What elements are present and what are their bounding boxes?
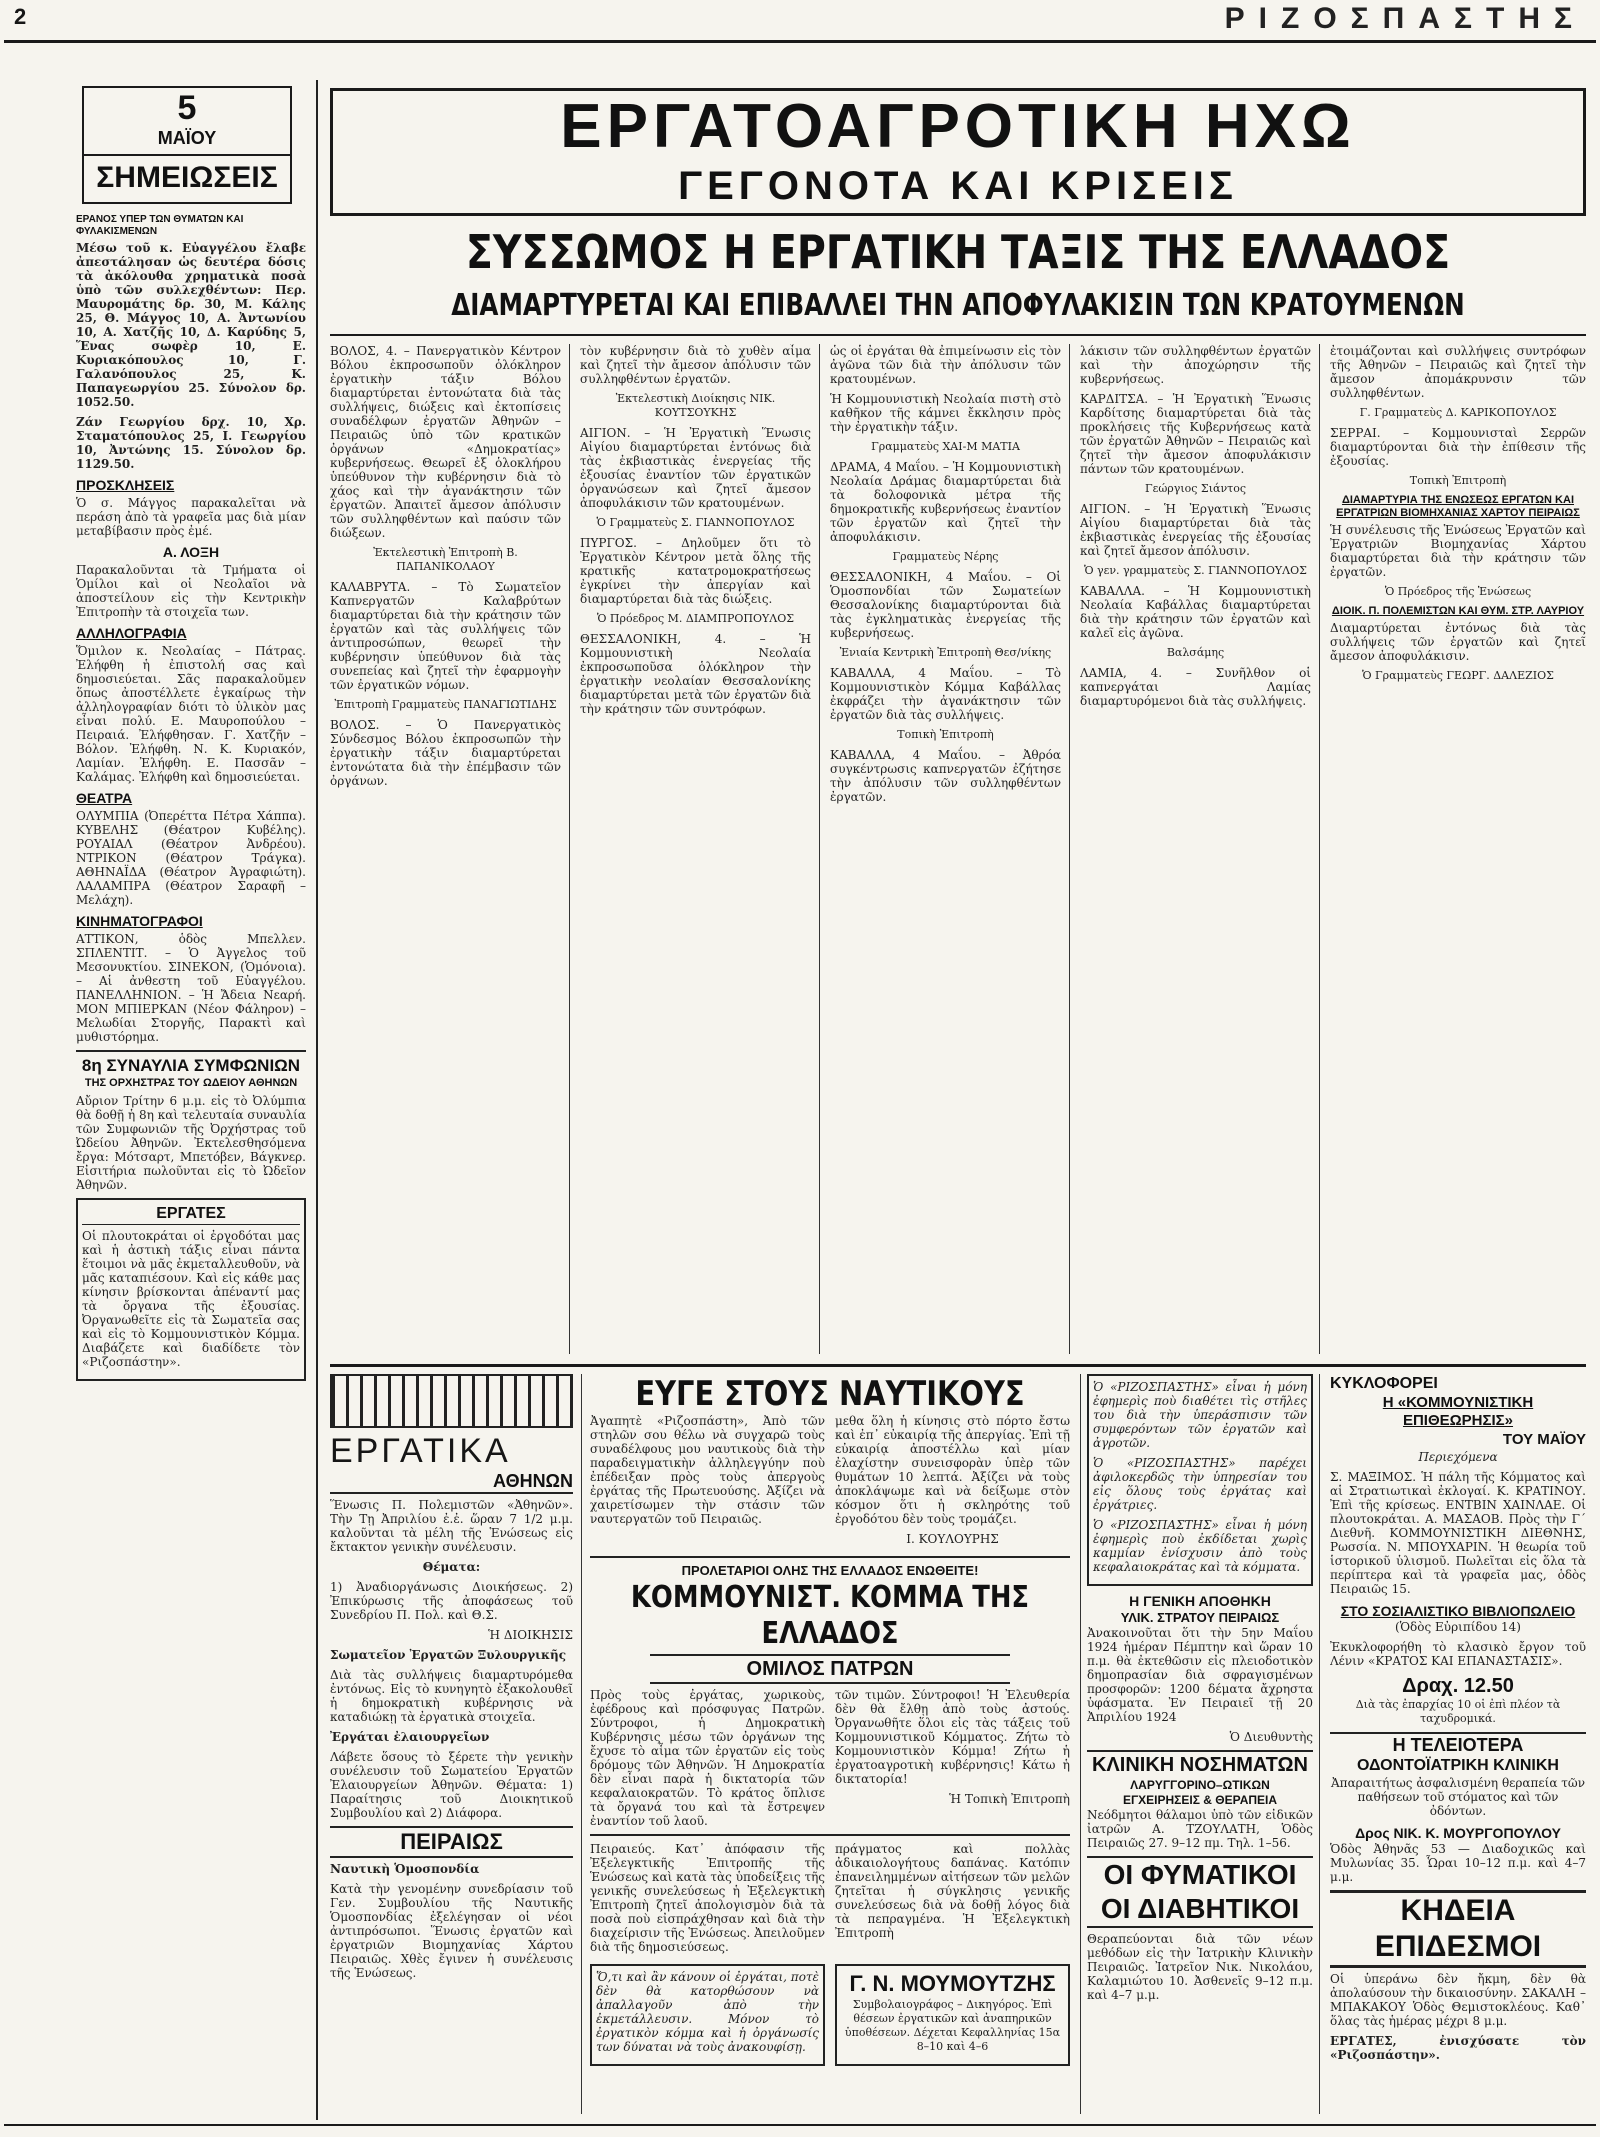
- ergatika-h3: Ἐργάται ἐλαιουργεῖων: [330, 1730, 490, 1744]
- col3-p2: Ἡ Κομμουνιστικὴ Νεολαία πιστὴ στὸ καθῆκον τῆς κάμνει ἔκκλησιν πρὸς τὴν ἐργατικὴν τάξιν.: [830, 392, 1061, 434]
- ergatika-title: ΕΡΓΑΤΙΚΑ: [330, 1432, 511, 1470]
- eranos-text-2: Ζάν Γεωργίου δρχ. 10, Χρ. Σταματόπουλος 25, Ι. Γεωργίου 10, Ἀντώνης 15. Σύνολον δρ. 1129.50.: [76, 415, 306, 471]
- ergates-heading: ΕΡΓΑΤΕΣ: [82, 1204, 300, 1225]
- kidi-heading: ΚΗΔΕΙΑ ΕΠΙΔΕΣΜΟΙ: [1330, 1890, 1586, 1968]
- riz-p1: Ὁ «ΡΙΖΟΣΠΑΣΤΗΣ» εἶναι ἡ μόνη ἐφημερὶς ποὺ διαθέτει τὶς στῆλες του διὰ τὴν ὑπεράσπισιν τῶν συμφερόντων τῶν ἐργατῶν καὶ ἀγροτῶν.: [1093, 1380, 1307, 1450]
- vivliopoleio-text: Ἐκυκλοφορήθη τὸ κλασικὸ ἔργον τοῦ Λένιν «ΚΡΑΤΟΣ ΚΑΙ ΕΠΑΝΑΣΤΑΣΙΣ».: [1330, 1640, 1586, 1668]
- kinimatografoi-text: ΑΤΤΙΚΟΝ, ὁδὸς Μπελλεν. ΣΠΛΕΝΤΙΤ. – Ὁ Ἀγγελος τοῦ Μεσονυκτίου. ΣΙΝΕΚΟΝ, (Ὁμόνοια). – Αἱ ἀνθεστη τοῦ Εὐαγγέλου. ΠΑΝΕΛΛΗΝΙΟΝ. – Ἡ Ἄδεια Νεαρή. ΜΟΝ ΜΠΙΕΡΚΑΝ (Νέον Φάληρον) – Μελωδίαι Στοργῆς, Παρακτὶ καὶ μυθιστόρημα.: [76, 932, 306, 1044]
- notes-title: ΣΗΜΕΙΩΣΕΙΣ: [84, 154, 290, 200]
- periexomena-text: Σ. ΜΑΞΙΜΟΣ. Ἡ πάλη τῆς Κόμματος καὶ αἱ Στρατιωτικαὶ ἐκλογαί. Κ. ΚΡΑΤΙΝΟΥ. Ἐπὶ τῆς κρίσεως. ΕΝΤΒΙΝ ΧΑΙΝΛΑΕ. Οἱ πλουτοκράται. Α. ΜΑΣΑΟΒ. Πρὸς τὴν Γ΄ Διεθνῆ. ΚΟΜΜΟΥΝΙΣΤΙΚΗ ΔΙΕΘΝΗΣ, Ρωσσία. Ν. ΜΠΟΥΧΑΡΙΝ. Ἡ θεωρία τοῦ ἱστορικοῦ ὑλισμοῦ. Πωλεῖται εἰς ὅλα τὰ περίπτερα καὶ τὰ γραφεῖα μας, ὁδὸς Πειραιῶς 15.: [1330, 1470, 1586, 1596]
- col4-p2: ΚΑΡΔΙΤΣΑ. – Ἡ Ἐργατικὴ Ἕνωσις Καρδίτσης διαμαρτύρεται διὰ τὰς προκλήσεις τῆς Κυβερνήσεως κατὰ τῶν ἐργατῶν Ἀθηνῶν – Πειραιῶς καὶ ζητεῖ τὴν ἄμεσον ἀποφυλάκισιν πάντων τῶν κρατουμένων.: [1080, 392, 1311, 476]
- fymatikoi-heading: ΟΙ ΦΥΜΑΤΙΚΟΙ ΟΙ ΔΙΑΒΗΤΙΚΟΙ: [1087, 1856, 1313, 1928]
- right-column: [1330, 1374, 1586, 2114]
- ergatika-p2: 1) Ἀναδιοργάνωσις Διοικήσεως. 2) Ἐπικύρωσις τῆς ἀποφάσεως τοῦ Συνεδρίου Π. Πολ. καὶ Θ.Σ.: [330, 1580, 573, 1622]
- kliniki-subtitle: ΛΑΡΥΓΓΟΡΙΝΟ–ΩΤΙΚΩΝ: [1130, 1778, 1270, 1792]
- ergatika-column: [330, 1374, 582, 2114]
- peiraios-heading: ΠΕΙΡΑΙΩΣ: [330, 1826, 573, 1858]
- lead-column-4: [1080, 344, 1320, 1354]
- eksel-p1: Πειραιεύς. Κατ᾽ ἀπόφασιν τῆς Ἐξελεγκτικῆς Ἐπιτροπῆς τῆς Ἑνώσεως καὶ κατὰ τὰς ὑποδείξεις τῆς γενικῆς συνελεύσεως ἡ Ἐξελεγκτικὴ Ἐπιτροπὴ ζητεῖ ἀπολογισμὸν διὰ τὰ ποσὰ ποὺ εἰσπράχθησαν καὶ διὰ τὴν διαχείρισιν τῆς Ἑνώσεως. Ἀπειλοῦμεν διὰ τῆς δημοσιεύσεως.: [590, 1842, 825, 1954]
- eranos-text: Μέσω τοῦ κ. Εὐαγγέλου ἔλαβε ἀπεστάλησαν ὡς δευτέρα δόσις τὰ ἀκόλουθα χρηματικὰ ποσὰ ὑπὸ τῶν συλλεχθέντων: Περ. Μαυρομάτης δρ. 30, Μ. Κάλης 25, Θ. Μάγγος 10, Α. Ἀντωνίου 10, Α. Χατζῆς 10, Δ. Καρύδης 5, Ἕνας σωφὲρ 10, Ε. Κυριακόπουλος 10, Γ. Γαλανόπουλος 25, Κ. Παπαγεωργίου 25. Σύνολον δρ. 1052.50.: [76, 241, 306, 409]
- lead-headline: ΣΥΣΣΩΜΟΣ Η ΕΡΓΑΤΙΚΗ ΤΑΞΙΣ ΤΗΣ ΕΛΛΑΔΟΣ: [465, 225, 1451, 279]
- col5-subhead2: ΔΙΟΙΚ. Π. ΠΟΛΕΜΙΣΤΩΝ ΚΑΙ ΘΥΜ. ΣΤΡ. ΛΑΥΡΙΟΥ: [1331, 605, 1585, 617]
- apothiki-text: Ἀνακοινοῦται ὅτι τὴν 5ην Μαΐου 1924 ἡμέραν Πέμπτην καὶ ὥραν 10 π.μ. θὰ ἐκτεθῶσιν εἰς πλειοδοτικὸν δημοπρασίαν διὰ σφραγισμένων προσφορῶν: 1200 δέματα ἄχρηστα ὑφάσματα. Ἐν Πειραιεῖ τῇ 20 Ἀπριλίου 1924: [1087, 1626, 1313, 1724]
- book-price-note: Διὰ τὰς ἐπαρχίας 10 οἱ ἐπὶ πλέον τὰ ταχυδρομικά.: [1355, 1698, 1561, 1725]
- masthead-fragment: ΡΙΖΟΣΠΑΣΤΗΣ: [1224, 2, 1586, 35]
- section-title: ΕΡΓΑΤΟΑΓΡΟΤΙΚΗ ΗΧΩ: [560, 92, 1356, 161]
- col2-p3: ΠΥΡΓΟΣ. – Δηλοῦμεν ὅτι τὸ Ἐργατικὸν Κέντρον μετὰ ὅλης τῆς κρατικῆς κατατρομοκρατήσεως ἐγκρίνει τὴν ἀπεργίαν καὶ διαμαρτύρεται διὰ τὰς διώξεις.: [580, 536, 811, 606]
- quote-box: [590, 1964, 825, 2066]
- col1-p1: ΒΟΛΟΣ, 4. – Πανεργατικὸν Κέντρον Βόλου ἐκπροσωποῦν ὁλόκληρον ἐργατικὴν τάξιν Βόλου διαμαρτύρεται ἐντονώτατα διὰ τὰς συλλήψεις, διώξεις καὶ ἐκτοπίσεις συναδέλφων ἐργατῶν Ἀθηνῶν – Πειραιῶς ὑπὸ τῶν κρατικῶν ὀργάνων «Δημοκρατίας» κυβερνήσεως. Θεωρεῖ ἐξ ὁλοκλήρου ὑπεύθυνον τὴν κυβέρνησιν διὰ τὸ χάος καὶ τὴν ἀγανάκτησιν τῶν ἐργατῶν. Ἀπαιτεῖ ἄμεσον ἀπόλυσιν τῶν συλληφθέντων καὶ παύσιν τῶν διώξεων.: [330, 344, 561, 540]
- prosklisis-text: Ὁ σ. Μάγγος παρακαλεῖται νὰ περάση ἀπὸ τὰ γραφεῖα μας διὰ μίαν μεταβίβασιν πρὸς ἐμέ.: [76, 496, 306, 538]
- col5-p4: Διαμαρτύρεται ἐντόνως διὰ τὰς συλλήψεις τῶν ἐργατῶν καὶ ζητεῖ ἄμεσον ἀποφυλάκισιν.: [1330, 621, 1586, 663]
- lixi-text: Παρακαλοῦνται τὰ Τμήματα οἱ Ὁμίλοι καὶ οἱ Νεολαῖοι νὰ ἀποστείλουν εἰς τὴν Κεντρικὴν Ἐπιτροπὴν τὰ στοιχεῖα των.: [76, 563, 306, 619]
- col5-p2: ΣΕΡΡΑΙ. – Κομμουνισταὶ Σερρῶν διαμαρτύρονται διὰ τὴν ἐπίθεσιν τῆς ἐξουσίας.: [1330, 426, 1586, 468]
- section-header: [330, 88, 1586, 216]
- naftikous-signature: Ι. ΚΟΥΛΟΥΡΗΣ: [906, 1532, 999, 1546]
- riz-p3: Ὁ «ΡΙΖΟΣΠΑΣΤΗΣ» εἶναι ἡ μόνη ἐφημερὶς ποὺ ἐκδίδεται χωρὶς καμμίαν ἐνίσχυσιν ἀπὸ τοὺς κεφαλαιοκράτας καὶ τὰ κόμματα.: [1093, 1518, 1307, 1574]
- moumoutzis-desc: Συμβολαιογράφος – Δικηγόρος. Ἐπὶ θέσεων ἐργατικῶν καὶ ἀναπηρικῶν ὑποθέσεων. Δέχεται Κεφαλληνίας 15α 8–10 καὶ 4–6: [844, 1998, 1061, 2053]
- lower-section-rule: [330, 1364, 1586, 1367]
- rizospastis-box: [1087, 1374, 1313, 1586]
- col4-sig1: Γεώργιος Σιάντος: [1144, 482, 1246, 495]
- synavlia-heading: 8η ΣΥΝΑΥΛΙΑ ΣΥΜΦΩΝΙΩΝ: [76, 1050, 306, 1076]
- col2-p1: τὸν κυβέρνησιν διὰ τὸ χυθὲν αἷμα καὶ ζητεῖ τὴν ἄμεσον ἀπόλυσιν τῶν συλληφθέντων ἐργατῶν.: [580, 344, 811, 386]
- moumoutzis-ad: [835, 1964, 1070, 2066]
- col3-sig1: Γραμματεὺς ΧΑΙ-Μ ΜΑΤΙΑ: [871, 440, 1020, 453]
- col2-p2: ΑΙΓΙΟΝ. – Ἡ Ἐργατικὴ Ἕνωσις Αἰγίου διαμαρτύρεται ἐντόνως διὰ τὰς ἐκβιαστικὰς ἐνεργείας τῆς ἐξουσίας ἐναντίον τῶν ἐργατικῶν ὀργανώσεων καὶ ζητεῖ ἄμεσον ἀποφυλάκισιν τῶν κρατουμένων.: [580, 426, 811, 510]
- ergates-box: [76, 1198, 306, 1381]
- col4-p1: λάκισιν τῶν συλληφθέντων ἐργατῶν καὶ τὴν ἀποχώρησιν τῆς κυβερνήσεως.: [1080, 344, 1311, 386]
- kke-p2: τῶν τιμῶν. Σύντροφοι! Ἡ Ἐλευθερία δὲν θὰ ἔλθῃ ἀπὸ τοὺς ἀστούς. Ὀργανωθῆτε ὅλοι εἰς τὰς τάξεις τοῦ Κομμουνιστικοῦ Κόμματος. Ζήτω τὸ Κομμουνιστικὸν Κόμμα! Ζήτω ἡ ἐργατοαγροτικὴ κυβέρνησις! Κάτω ἡ δικτατορία!: [835, 1688, 1070, 1786]
- col3-sig2: Γραμματεὺς Νέρης: [892, 550, 999, 563]
- lixi-heading: Α. ΛΟΞΗ: [162, 544, 220, 560]
- kidi-text: Οἱ ὑπεράνω δὲν ἤκμη, δὲν θὰ ἀπολαύσουν τὴν δικαιοσύνην. ΣΑΚΑΛΗ – ΜΠΑΚΑΚΟΥ Ὁδὸς Θεμιστοκλέους. Καθ᾽ ὅλας τὰς ἡμέρας μέχρι 8 μ.μ.: [1330, 1972, 1586, 2028]
- kke-p1: Πρὸς τοὺς ἐργάτας, χωρικοὺς, ἐφέδρους καὶ πρόσφυγας Πατρῶν. Σύντροφοι, ἡ Δημοκρατικὴ Κυβέρνησις μέσω τῶν ὀργάνων της ἔχυσε τὸ αἷμα τῶν ἐργατῶν εἰς τοὺς δρόμους τῶν Ἀθηνῶν. Ἡ Δημοκρατία δὲν εἶναι παρὰ ἡ δικτατορία τῶν κεφαλαιοκρατῶν. Τὸ κράτος ὅπλισε τὰ ὄργανά του καὶ τὰ ἔστρεψεν ἐναντίον τοῦ λαοῦ.: [590, 1688, 825, 1828]
- lead-column-5: [1330, 344, 1586, 1354]
- prosklisis-heading: ΠΡΟΣΚΛΗΣΕΙΣ: [76, 477, 175, 493]
- kinimatografoi-heading: ΚΙΝΗΜΑΤΟΓΡΑΦΟΙ: [76, 913, 203, 929]
- ergates-text: Οἱ πλουτοκράται οἱ ἐργοδόται μας καὶ ἡ ἀστικὴ τάξις εἶναι πάντα ἕτοιμοι νὰ μᾶς ἐκμεταλλευθοῦν, νὰ μᾶς καταπιέσουν. Καὶ εἰς κάθε μας κίνησιν βρίσκονται ἀπέναντί μας τὰ ὄργανα τῆς ἐξουσίας. Ὀργανωθεῖτε εἰς τὰ Σωματεῖα σας καὶ εἰς τὸ Κομμουνιστικὸν Κόμμα. Διαβάζετε καὶ διαδίδετε τὸν «Ριζοσπάστην».: [82, 1229, 300, 1369]
- allilografia-text: Ὅμιλον κ. Νεολαίας – Πάτρας. Ἐλήφθη ἡ ἐπιστολή σας καὶ δημοσιεύεται. Σᾶς παρακαλοῦμεν ὅπως ἀποστέλλετε ἐγκαίρως τὴν ἀλληλογραφίαν διότι τὸ ὑλικὸν μας εἶναι πολύ. Ε. Μαυροπούλου – Πειραιά. Ἐλήφθησαν. Γ. Χατζῆν – Βόλον. Ἐλήφθη. Ν. Κ. Κυριακόν, Λαμίαν. Ἐλήφθη. Ε. Πασσᾶν – Καλάμας. Ἐλήφθη καὶ δημοσιεύεται.: [76, 644, 306, 784]
- theatra-text: ΟΛΥΜΠΙΑ (Ὀπερέττα Πέτρα Χάππα). ΚΥΒΕΛΗΣ (Θέατρον Κυβέλης). ΡΟΥΑΙΑΛ (Θέατρον Ἀνδρέου). ΝΤΡΙΚΟΝ (Θέατρον Τράγκα). ΑΘΗΝΑΪΔΑ (Θέατρον Ἀγραφιώτη). ΛΑΛΑΜΠΡΑ (Θέατρον Σαραφῆ – Μελάχη).: [76, 809, 306, 907]
- col5-sig1: Γ. Γραμματεὺς Δ. ΚΑΡΙΚΟΠΟΥΛΟΣ: [1359, 406, 1557, 419]
- col3-p1: ὡς οἱ ἐργάται θὰ ἐπιμείνωσιν εἰς τὸν ἀγῶνα τῶν διὰ τὴν ἀπόλυσιν τῶν κρατουμένων.: [830, 344, 1061, 386]
- bottom-rule: [4, 2124, 1596, 2126]
- doctor-name: Δρος ΝΙΚ. Κ. ΜΟΥΡΓΟΠΟΥΛΟΥ: [1355, 1825, 1561, 1841]
- kliniki-text-2: Θεραπεύονται διὰ τῶν νέων μεθόδων εἰς τὴν Ἰατρικὴν Κλινικὴν Πειραιῶς. Ἰατρεῖον Νικ. Νικολάου, Καλαμιώτου 10. Ἀσθενεῖς 9–12 π.μ. καὶ 4–7 μ.μ.: [1087, 1932, 1313, 2002]
- ergatika-p3: Διὰ τὰς συλλήψεις διαμαρτυρόμεθα ἐντόνως. Εἰς τὸ κυνηγητὸ ἐξακολουθεῖ ἡ δημοκρατικὴ κυβέρνησις νὰ καταδιώκῃ τὰ ἐργατικὰ στοιχεῖα.: [330, 1668, 573, 1724]
- col5-p1: ἐτοιμάζονται καὶ συλλήψεις συντρόφων τῆς Ἀθηνῶν – Πειραιῶς καὶ ζητεῖ τὴν ἄμεσον ἀπομάκρυνσιν τῶν συλληφθέντων.: [1330, 344, 1586, 400]
- lead-rule: [330, 334, 1586, 336]
- top-rule: [4, 40, 1596, 43]
- epitheorisi-title: Η «ΚΟΜΜΟΥΝΙΣΤΙΚΗ ΕΠΙΘΕΩΡΗΣΙΣ»: [1382, 1394, 1534, 1429]
- naftikous-p2: μεθα ὅλη ἡ κίνησις στὸ πόρτο ἔστω καὶ ἐπ᾽ εὐκαιρίᾳ τῆς ἀπεργίας. Ἐπὶ τῇ εὐκαιρίᾳ ἀποστέλλω καὶ μίαν ἐλαχίστην συνεισφορὰν ὑπὲρ τῶν θυμάτων 10 λεπτά. Ἀξίζει νὰ τοὺς ἀποκλάψωμε καὶ νὰ δείξωμε στὸν κόσμον ὅτι ἡ σκληρότης τοῦ ἐργοδότου δὲν τοὺς τρομάζει.: [835, 1414, 1070, 1526]
- riz-p2: Ὁ «ΡΙΖΟΣΠΑΣΤΗΣ» παρέχει ἀφιλοκερδῶς τὴν ὑπηρεσίαν του εἰς ὅλους τοὺς ἐργάτας καὶ ἐργάτριες.: [1093, 1456, 1307, 1512]
- col1-p3: ΒΟΛΟΣ. – Ὁ Πανεργατικὸς Σύνδεσμος Βόλου ἐκπροσωπῶν τὴν ἐργατικὴν τάξιν διαμαρτύρεται ἐντονώτατα διὰ τὴν ἐπέμβασιν τῶν ὀργάνων.: [330, 718, 561, 788]
- eranos-heading: ΕΡΑΝΟΣ ΥΠΕΡ ΤΩΝ ΘΥΜΑΤΩΝ ΚΑΙ ΦΥΛΑΚΙΣΜΕΝΩΝ: [76, 214, 244, 237]
- moumoutzis-name: Γ. Ν. ΜΟΥΜΟΥΤΖΗΣ: [849, 1971, 1056, 1996]
- col5-sig4: Ὁ Γραμματεὺς ΓΕΩΡΓ. ΔΑΛΕΖΙΟΣ: [1362, 669, 1554, 682]
- teleiotera-label: Η ΤΕΛΕΙΟΤΕΡΑ: [1330, 1732, 1586, 1756]
- notes-month: ΜΑΪΟΥ: [157, 128, 217, 148]
- left-column-divider: [316, 80, 318, 2120]
- eksel-p2: πράγματος καὶ πολλὰς ἀδικαιολογήτους δαπάνας. Κατόπιν ἐπανειλημμένων αἰτήσεων τῶν μελῶν ζητεῖται ἡ σύγκλησις γενικῆς συνελεύσεως διὰ νὰ δοθῇ λόγος διὰ τὰ πεπραγμένα. Ἡ Ἐξελεγκτικὴ Ἐπιτροπὴ: [835, 1842, 1070, 1940]
- apothiki-subtitle: ΥΛΙΚ. ΣΤΡΑΤΟΥ ΠΕΙΡΑΙΩΣ: [1120, 1610, 1280, 1625]
- col2-sig1: Ἐκτελεστικὴ Διοίκησις ΝΙΚ. ΚΟΥΤΣΟΥΚΗΣ: [615, 392, 776, 419]
- notes-box: [82, 86, 292, 204]
- ergatika-p1: Ἕνωσις Π. Πολεμιστῶν «Ἀθηνῶν». Τὴν Τῃ Ἀπριλίου ἐ.ἐ. ὥραν 7 1/2 μ.μ. καλοῦνται τὰ μέλη τῆς Ἑνώσεως εἰς ἔκτακτον γενικὴν συνέλευσιν.: [330, 1498, 573, 1554]
- periexomena-heading: Περιεχόμενα: [1418, 1450, 1498, 1464]
- col3-sig3: Ἐνιαία Κεντρικὴ Ἐπιτροπὴ Θεσ/νίκης: [839, 646, 1052, 659]
- col2-sig3: Ὁ Πρόεδρος Μ. ΔΙΑΜΠΡΟΠΟΥΛΟΣ: [596, 612, 795, 625]
- col4-p5: ΛΑΜΙΑ, 4. – Συνῆλθον οἱ καπνεργάται Λαμίας διαμαρτυρόμενοι διὰ τὰς συλλήψεις.: [1080, 666, 1311, 708]
- page-number: 2: [14, 4, 27, 29]
- doctor-text: Ὁδὸς Ἀθηνᾶς 53 — Διαδοχικῶς καὶ Μυλωνίας 35. Ὧραι 10–12 π.μ. καὶ 4–7 μ.μ.: [1330, 1842, 1586, 1884]
- col1-sig2: Ἐπιτροπὴ Γραμματεὺς ΠΑΝΑΓΙΩΤΙΔΗΣ: [334, 698, 557, 711]
- col3-p3: ΔΡΑΜΑ, 4 Μαΐου. – Ἡ Κομμουνιστικὴ Νεολαία Δράμας διαμαρτύρεται διὰ τὰ δολοφονικὰ μέτρα τῆς δημοκρατικῆς κυβερνήσεως ἐναντίον τῶν ἐργατῶν καὶ ζητεῖ τὴν ἀποφυλάκισιν.: [830, 460, 1061, 544]
- col2-sig2: Ὁ Γραμματεὺς Σ. ΓΙΑΝΝΟΠΟΥΛΟΣ: [596, 516, 795, 529]
- naftikous-p1: Ἀγαπητὲ «Ριζοσπάστη», Ἀπὸ τῶν στηλῶν σου θέλω νὰ συγχαρῶ τοὺς συναδέλφους μου ναυτικοὺς διὰ τὴν παραδειγματικὴν ἀλληλεγγύην ποὺ ἐπέδειξαν πρὸς τοὺς ἀπεργοὺς ἐργάτας τῆς Πρωτευούσης. Ἀξίζει νὰ χαιρετίσωμεν τὴν στάσιν τῶν ναυτεργατῶν τοῦ Πειραιῶς.: [590, 1414, 825, 1526]
- col4-p3: ΑΙΓΙΟΝ. – Ἡ Ἐργατικὴ Ἕνωσις Αἰγίου διαμαρτύρεται διὰ τὰς ἐκβιαστικὰς ἐνεργείας τῆς ἐξουσίας καὶ ζητεῖ ἄμεσον ἀπόλυσιν.: [1080, 502, 1311, 558]
- allilografia-heading: ΑΛΛΗΛΟΓΡΑΦΙΑ: [76, 625, 187, 641]
- col1-p2: ΚΑΛΑΒΡΥΤΑ. – Τὸ Σωματεῖον Καπνεργατῶν Καλαβρύτων διαμαρτύρεται διὰ τὴν κράτησιν τῶν ἐργατῶν καὶ τὰς συλλήψεις τῶν ἀντιπροσώπων, θεωρεῖ τὴν κυβέρνησιν ὑπεύθυνον διὰ τὰς συνεπείας καὶ ζητεῖ τὴν ἐφαρμογὴν τῶν ἐργατικῶν νόμων.: [330, 580, 561, 692]
- kke-signature: Ἡ Τοπικὴ Ἐπιτροπὴ: [949, 1792, 1070, 1806]
- odonto-text: Ἀπαραιτήτως ἀσφαλισμένη θεραπεία τῶν παθήσεων τοῦ στόματος καὶ τῶν ὀδόντων.: [1331, 1776, 1585, 1818]
- ergatika-p4: Λάβετε ὅσους τὸ ξέρετε τὴν γενικὴν συνέλευσιν τοῦ Σωματείου Ἐργατῶν Ἐλαιουργείων Ἀθηνῶν. Θέματα: 1) Παραίτησις τοῦ Διοικητικοῦ Συμβουλίου καὶ 2) Διάφορα.: [330, 1750, 573, 1820]
- apothiki-title: Η ΓΕΝΙΚΗ ΑΠΟΘΗΚΗ: [1129, 1593, 1271, 1609]
- ergatika-h1: Θέματα:: [422, 1560, 481, 1574]
- ergates-footer: ΕΡΓΑΤΕΣ, ἐνισχύσατε τὸν «Ριζοσπάστην».: [1330, 2034, 1586, 2062]
- col4-sig3: Βαλσάμης: [1166, 646, 1225, 659]
- kykloforei-label: ΚΥΚΛΟΦΟΡΕΙ: [1330, 1375, 1438, 1392]
- ergatika-h2: Σωματεῖον Ἐργατῶν Ξυλουργικῆς: [330, 1648, 567, 1662]
- left-column: [76, 214, 306, 2114]
- col3-p4: ΘΕΣΣΑΛΟΝΙΚΗ, 4 Μαΐου. – Οἱ Ὁμοσπονδίαι τῶν Σωματείων Θεσσαλονίκης διαμαρτύρονται διὰ τὰς ἐγκληματικὰς ἐνεργείας τῆς κυβερνήσεως.: [830, 570, 1061, 640]
- col3-p6: ΚΑΒΑΛΛΑ, 4 Μαΐου. – Ἀθρόα συγκέντρωσις καπνεργατῶν ἐζήτησε τὴν ἀπόλυσιν τῶν συλληφθέντων ἐργατῶν.: [830, 748, 1061, 804]
- quote-text: Ὅ,τι καὶ ἂν κάνουν οἱ ἐργάται, ποτὲ δὲν θὰ κατορθώσουν νὰ ἀπαλλαγοῦν ἀπὸ τὴν ἐκμετάλλευσιν. Μόνον τὸ ἐργατικὸν κόμμα καὶ ἡ ὀργάνωσίς των δύναται νὰ τοὺς ἀνακουφίσῃ.: [596, 1970, 819, 2054]
- naftikous-headline: ΕΥΓΕ ΣΤΟΥΣ ΝΑΥΤΙΚΟΥΣ: [635, 1374, 1025, 1414]
- col5-sig2: Τοπικὴ Ἐπιτροπὴ: [1409, 474, 1507, 487]
- odonto-title: ΟΔΟΝΤΟΪΑΤΡΙΚΗ ΚΛΙΝΙΚΗ: [1357, 1757, 1559, 1774]
- section-subtitle: ΓΕΓΟΝΟΤΑ ΚΑΙ ΚΡΙΣΕΙΣ: [678, 164, 1238, 208]
- ergatika-p5: Κατὰ τὴν γενομένην συνεδρίασιν τοῦ Γεν. Συμβουλίου τῆς Ναυτικῆς Ὁμοσπονδίας ἐξελέγησαν οἱ νέοι ἀντιπρόσωποι. Ἕνωσις ἐργατῶν καὶ ἐργατριῶν Βιομηχανίας Χάρτου Πειραιῶς. Χθὲς ἔγινεν ἡ συνέλευσις τῆς Ἑνώσεως.: [330, 1882, 573, 1980]
- kliniki-text: Νεόδμητοι θάλαμοι ὑπὸ τῶν εἰδικῶν ἰατρῶν Α. ΤΖΟΥΛΑΤΗ, Ὁδὸς Πειραιῶς 27. 9–12 πμ. Τηλ. 1–56.: [1087, 1808, 1313, 1850]
- apothiki-signature: Ὁ Διευθυντὴς: [1229, 1730, 1313, 1744]
- theatra-heading: ΘΕΑΤΡΑ: [76, 790, 133, 806]
- synavlia-subheading: ΤΗΣ ΟΡΧΗΣΤΡΑΣ ΤΟΥ ΩΔΕΙΟΥ ΑΘΗΝΩΝ: [84, 1077, 298, 1089]
- kke-title: ΚΟΜΜΟΥΝΙΣΤ. ΚΟΜΜΑ ΤΗΣ ΕΛΛΑΔΟΣ: [630, 1580, 1030, 1651]
- lead-subheadline: ΔΙΑΜΑΡΤΥΡΕΤΑΙ ΚΑΙ ΕΠΙΒΑΛΛΕΙ ΤΗΝ ΑΠΟΦΥΛΑΚΙΣΙΝ ΤΩΝ ΚΡΑΤΟΥΜΕΝΩΝ: [451, 288, 1465, 323]
- col3-sig4: Τοπικὴ Ἐπιτροπὴ: [897, 728, 994, 741]
- lead-column-1: [330, 344, 570, 1354]
- lead-column-2: [580, 344, 820, 1354]
- kke-subtitle: ΟΜΙΛΟΣ ΠΑΤΡΩΝ: [650, 1654, 1010, 1684]
- ergatika-subtitle: ΑΘΗΝΩΝ: [330, 1470, 573, 1494]
- center-lower-block: [590, 1374, 1070, 2114]
- col3-p5: ΚΑΒΑΛΛΑ, 4 Μαΐου. – Τὸ Κομμουνιστικὸν Κόμμα Καβάλλας ἐκφράζει τὴν ἀγανάκτησιν τῶν ἐργατῶν διὰ τὰς συλλήψεις.: [830, 666, 1061, 722]
- lead-column-3: [830, 344, 1070, 1354]
- synavlia-text: Αὔριον Τρίτην 6 μ.μ. εἰς τὸ Ὀλύμπια θὰ δοθῇ ἡ 8η καὶ τελευταία συναυλία τῶν Συμφωνιῶν τῆς Ὀρχήστρας τοῦ Ὠδείου Ἀθηνῶν. Ἐκτελεσθησόμενα ἔργα: Μότσαρτ, Μπετόβεν, Βάγκνερ. Εἰσιτήρια πωλοῦνται εἰς τὸ Ὠδεῖον Ἀθηνῶν.: [76, 1094, 306, 1192]
- col4-sig2: Ὁ γεν. γραμματεὺς Σ. ΓΙΑΝΝΟΠΟΥΛΟΣ: [1084, 564, 1307, 577]
- notes-day: 5: [177, 89, 197, 127]
- epitheorisi-month: ΤΟΥ ΜΑΪΟΥ: [1502, 1431, 1586, 1448]
- factory-skyline-illustration: [330, 1374, 573, 1428]
- col4-p4: ΚΑΒΑΛΛΑ. – Ἡ Κομμουνιστικὴ Νεολαία Καβάλλας διαμαρτύρεται διὰ τὴν κράτησιν τῶν ἐργατῶν καὶ καλεῖ εἰς ἀγῶνα.: [1080, 584, 1311, 640]
- col5-subhead1: ΔΙΑΜΑΡΤΥΡΙΑ ΤΗΣ ΕΝΩΣΕΩΣ ΕΡΓΑΤΩΝ ΚΑΙ ΕΡΓΑΤΡΙΩΝ ΒΙΟΜΗΧΑΝΙΑΣ ΧΑΡΤΟΥ ΠΕΙΡΑΙΩΣ: [1336, 494, 1580, 519]
- ergatika-h4: Ναυτικὴ Ὁμοσπονδία: [330, 1862, 480, 1876]
- kliniki-title: ΚΛΙΝΙΚΗ ΝΟΣΗΜΑΤΩΝ: [1087, 1750, 1313, 1778]
- ergatika-sig1: Ἡ ΔΙΟΙΚΗΣΙΣ: [488, 1628, 573, 1642]
- col2-p4: ΘΕΣΣΑΛΟΝΙΚΗ, 4. – Ἡ Κομμουνιστικὴ Νεολαία ἐκπροσωποῦσα ὁλόκληρον τὴν ἐργατικὴν νεολαίαν Θεσσαλονίκης διαμαρτύρεται μετὰ τῶν ἐργατῶν διὰ τὴν κράτησιν τῶν συντρόφων.: [580, 632, 811, 716]
- col5-sig3: Ὁ Πρόεδρος τῆς Ἑνώσεως: [1384, 585, 1532, 598]
- kliniki-subtitle-2: ΕΓΧΕΙΡΗΣΕΙΣ & ΘΕΡΑΠΕΙΑ: [1122, 1793, 1278, 1807]
- vivliopoleio-address: (Ὁδὸς Εὐριπίδου 14): [1395, 1620, 1521, 1634]
- ads-column: [1080, 1374, 1320, 2114]
- col5-p3: Ἡ συνέλευσις τῆς Ἑνώσεως Ἐργατῶν καὶ Ἐργατριῶν Βιομηχανίας Χάρτου διαμαρτύρεται διὰ τὴν κράτησιν τῶν ἐργατῶν.: [1330, 523, 1586, 579]
- kke-banner: ΠΡΟΛΕΤΑΡΙΟΙ ΟΛΗΣ ΤΗΣ ΕΛΛΑΔΟΣ ΕΝΩΘΕΙΤΕ!: [681, 1563, 979, 1578]
- vivliopoleio-title: ΣΤΟ ΣΟΣΙΑΛΙΣΤΙΚΟ ΒΙΒΛΙΟΠΩΛΕΙΟ: [1340, 1603, 1576, 1619]
- col1-sig1: Ἐκτελεστικὴ Ἐπιτροπὴ Β. ΠΑΠΑΝΙΚΟΛΑΟΥ: [373, 546, 518, 573]
- book-price: Δραχ. 12.50: [1402, 1675, 1514, 1697]
